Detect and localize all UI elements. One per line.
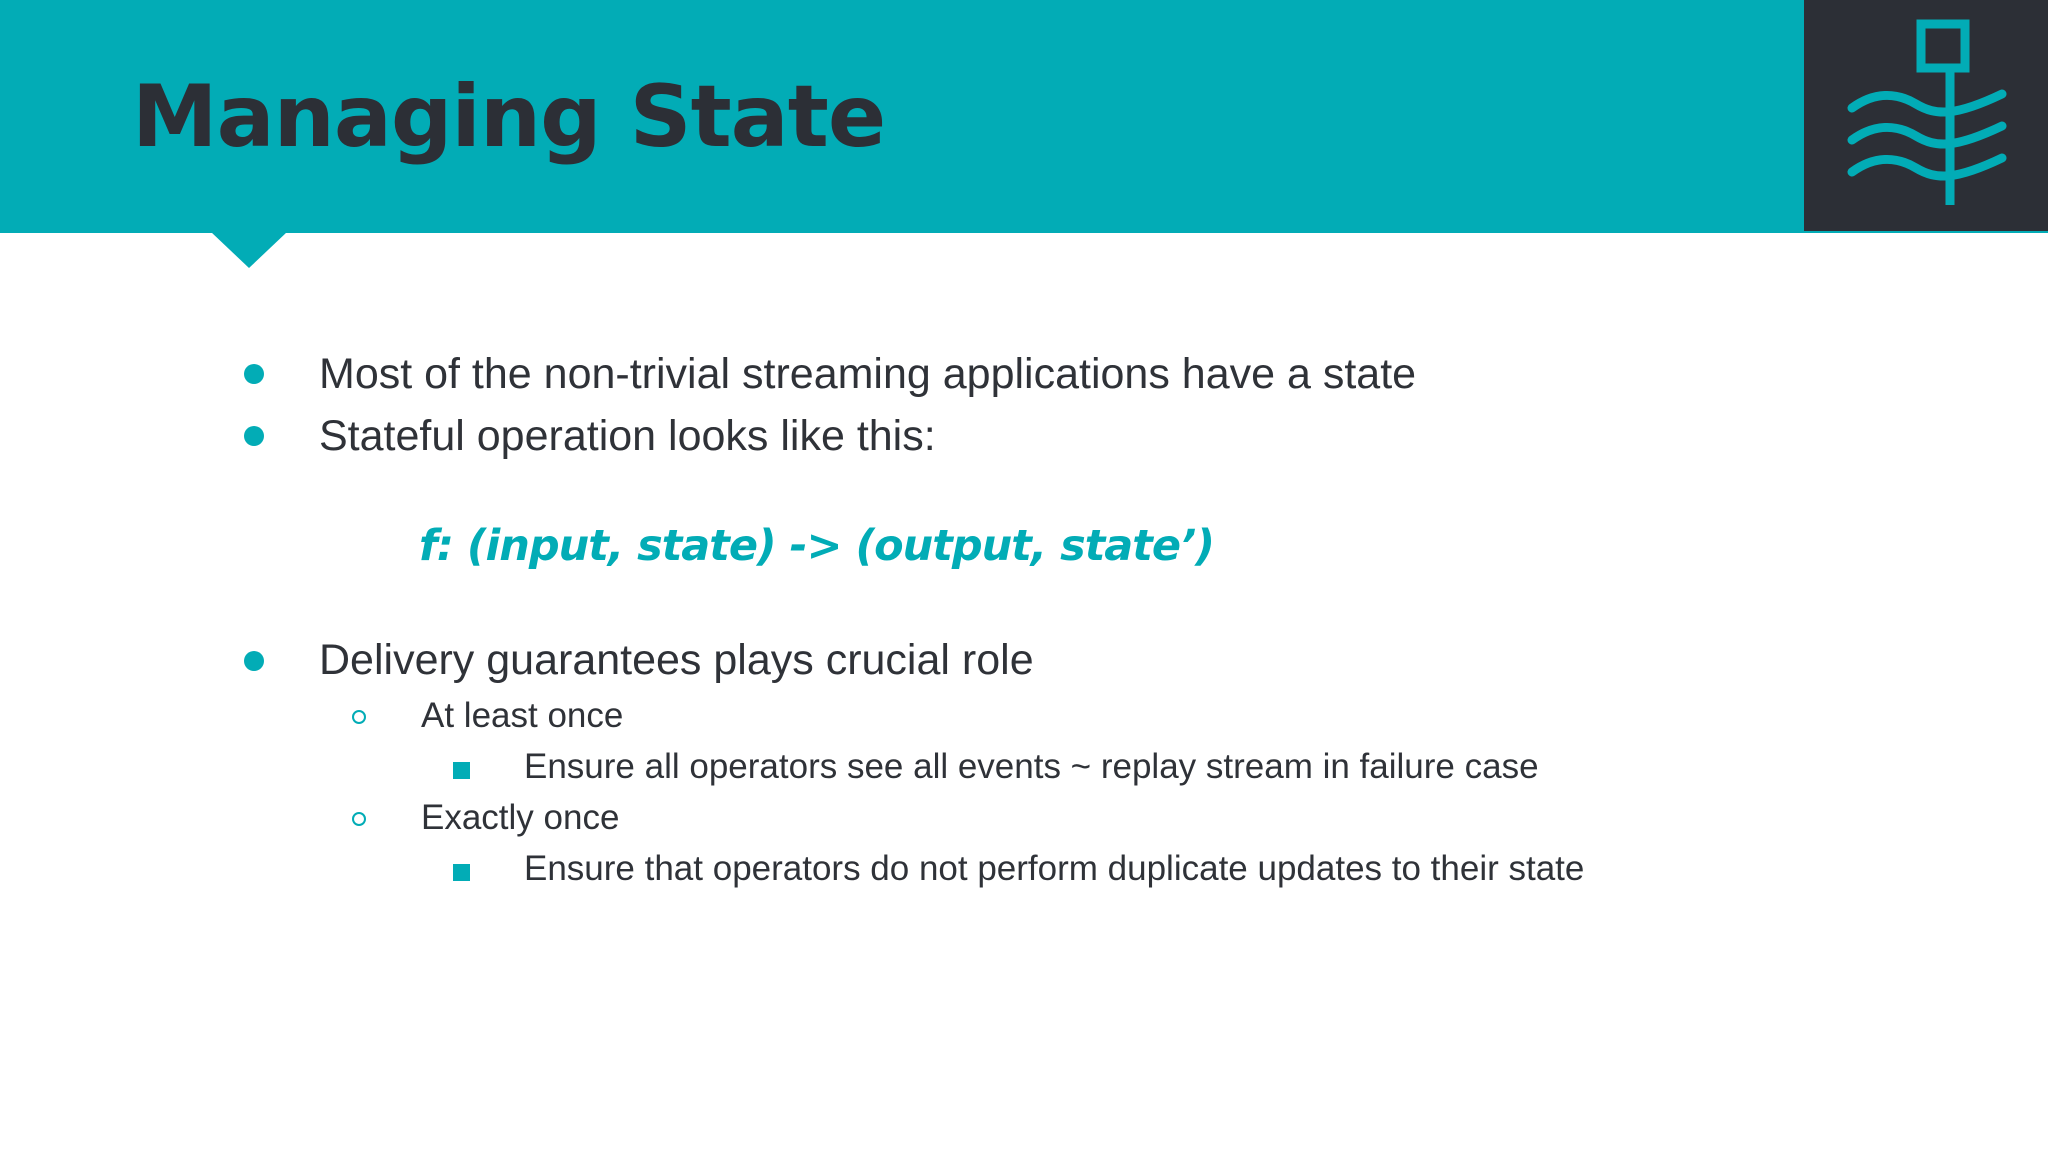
logo-box (1804, 0, 2048, 231)
sub-bullet-square (453, 864, 470, 881)
delivery-item-label: At least once (421, 696, 624, 735)
delivery-item-detail: Ensure all operators see all events ~ replay stream in failure case (524, 747, 1539, 786)
delivery-item-label: Exactly once (421, 798, 620, 837)
sub-bullet-square (453, 762, 470, 779)
bullet-text: Stateful operation looks like this: (319, 412, 936, 460)
header-notch (211, 232, 287, 268)
bullet-dot (244, 364, 264, 384)
delivery-item-detail: Ensure that operators do not perform duplicate updates to their state (524, 849, 1585, 888)
sub-bullet-circle (352, 710, 366, 724)
slide-title: Managing State (132, 67, 886, 167)
bullet-dot (244, 426, 264, 446)
bullet-dot (244, 651, 264, 671)
sub-bullet-circle (352, 812, 366, 826)
flag-waves-logo-icon (1804, 0, 2048, 231)
bullet-text: Most of the non-trivial streaming applications have a state (319, 350, 1417, 398)
delivery-heading: Delivery guarantees plays crucial role (319, 636, 1034, 684)
state-function-formula: f: (input, state) -> (output, state’) (419, 521, 1214, 571)
